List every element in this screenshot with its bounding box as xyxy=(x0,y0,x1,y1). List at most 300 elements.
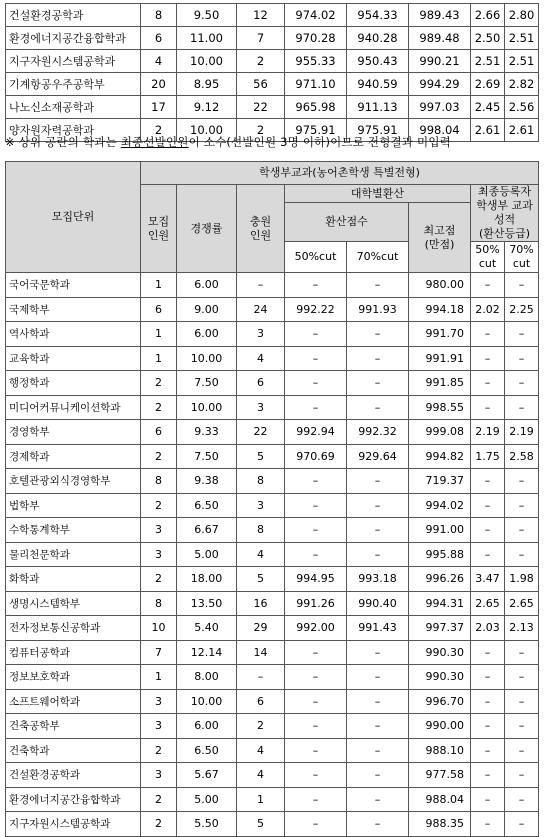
table-cell: – xyxy=(505,640,539,665)
unit-name-cell: 양자원자력공학과 xyxy=(6,119,141,142)
table-cell: 10 xyxy=(141,616,177,641)
table-row xyxy=(6,616,539,641)
table-cell: – xyxy=(505,714,539,739)
table-cell: 10.00 xyxy=(177,119,237,142)
unit-name-cell: 건축학과 xyxy=(6,738,141,763)
table-cell: 16 xyxy=(237,591,285,616)
table-row xyxy=(6,493,539,518)
table-cell: 9.50 xyxy=(177,4,237,27)
table-cell: 12 xyxy=(237,4,285,27)
table-cell: 3 xyxy=(141,518,177,543)
table-cell: – xyxy=(505,469,539,494)
table-cell: 3 xyxy=(141,763,177,788)
unit-name-cell: 역사학과 xyxy=(6,322,141,347)
unit-name-cell: 수학통계학부 xyxy=(6,518,141,543)
table-cell: 977.58 xyxy=(409,763,471,788)
unit-name-cell: 지구자원시스템공학과 xyxy=(6,50,141,73)
table-cell: 997.03 xyxy=(409,96,471,119)
table-cell: – xyxy=(285,395,347,420)
table-cell: 990.40 xyxy=(347,591,409,616)
table-cell: 993.18 xyxy=(347,567,409,592)
header-recruit: 모집 인원 xyxy=(141,185,177,273)
table-cell: – xyxy=(347,542,409,567)
table-row xyxy=(6,322,539,347)
table-cell: 970.28 xyxy=(285,27,347,50)
unit-name-cell: 소프트웨어학과 xyxy=(6,689,141,714)
table-cell: 5.00 xyxy=(177,542,237,567)
unit-name-cell: 건설환경공학과 xyxy=(6,763,141,788)
table-cell: – xyxy=(347,518,409,543)
table-cell: 6.67 xyxy=(177,518,237,543)
table-cell: – xyxy=(285,787,347,812)
table-cell: 990.21 xyxy=(409,50,471,73)
table-cell: 991.00 xyxy=(409,518,471,543)
table-cell: 1 xyxy=(141,273,177,298)
table-cell: 7.50 xyxy=(177,371,237,396)
unit-name-cell: 환경에너지공간융합학과 xyxy=(6,787,141,812)
table-cell: – xyxy=(471,322,505,347)
table-row xyxy=(6,27,539,50)
table-cell: 994.18 xyxy=(409,297,471,322)
table-cell: – xyxy=(505,787,539,812)
table-cell: 994.29 xyxy=(409,73,471,96)
table-cell: – xyxy=(505,812,539,837)
table-cell: 988.35 xyxy=(409,812,471,837)
header-extra: 충원 인원 xyxy=(237,185,285,273)
table-cell: – xyxy=(505,395,539,420)
table-cell: 2.61 xyxy=(471,119,505,142)
table-cell: 1 xyxy=(141,665,177,690)
table-cell: 2.51 xyxy=(505,27,539,50)
table-row xyxy=(6,469,539,494)
header-cut50: 50%cut xyxy=(285,242,347,273)
table-cell: 3 xyxy=(141,689,177,714)
table-cell: – xyxy=(285,493,347,518)
table-cell: 56 xyxy=(237,73,285,96)
unit-name-cell: 교육학과 xyxy=(6,346,141,371)
table-cell: 1.75 xyxy=(471,444,505,469)
table-cell: 8 xyxy=(237,518,285,543)
table-cell: 988.04 xyxy=(409,787,471,812)
table-cell: 4 xyxy=(141,50,177,73)
table-cell: 5.50 xyxy=(177,812,237,837)
table-cell: 18.00 xyxy=(177,567,237,592)
unit-name-cell: 정보보호학과 xyxy=(6,665,141,690)
table-cell: – xyxy=(347,812,409,837)
table-cell: 994.02 xyxy=(409,493,471,518)
table-row xyxy=(6,371,539,396)
unit-name-cell: 화학과 xyxy=(6,567,141,592)
table-cell: 5.00 xyxy=(177,787,237,812)
table-row xyxy=(6,542,539,567)
footnote: ※ 상위 공란의 학과는 최종선발인원이 소수(선발인원 3명 이하)이므로 전형결과 미입력 xyxy=(5,135,451,149)
table-cell: 994.82 xyxy=(409,444,471,469)
table-cell: – xyxy=(347,665,409,690)
table-cell: 990.30 xyxy=(409,665,471,690)
table-cell: 2.65 xyxy=(505,591,539,616)
table-cell: 1 xyxy=(141,346,177,371)
table-cell: – xyxy=(505,689,539,714)
table-row xyxy=(6,591,539,616)
table-cell: 2.65 xyxy=(471,591,505,616)
table-cell: 2.19 xyxy=(471,420,505,445)
table-cell: – xyxy=(347,371,409,396)
table-cell: 6 xyxy=(141,27,177,50)
table-cell: 4 xyxy=(237,738,285,763)
unit-name-cell: 호텔관광외식경영학부 xyxy=(6,469,141,494)
table-cell: 12.14 xyxy=(177,640,237,665)
table-cell: – xyxy=(505,665,539,690)
table-cell: – xyxy=(471,395,505,420)
table-cell: 9.38 xyxy=(177,469,237,494)
table-cell: 8.95 xyxy=(177,73,237,96)
table-cell: – xyxy=(471,689,505,714)
table-cell: – xyxy=(471,812,505,837)
table-cell: 994.95 xyxy=(285,567,347,592)
table-cell: 2 xyxy=(141,395,177,420)
unit-name-cell: 환경에너지공간융합학과 xyxy=(6,27,141,50)
table-cell: 990.30 xyxy=(409,640,471,665)
table-cell: 2.19 xyxy=(505,420,539,445)
table-row xyxy=(6,4,539,27)
table-cell: – xyxy=(471,640,505,665)
unit-name-cell: 경제학과 xyxy=(6,444,141,469)
table-cell: – xyxy=(471,469,505,494)
unit-name-cell: 국제학부 xyxy=(6,297,141,322)
table-cell: 13.50 xyxy=(177,591,237,616)
table-cell: 7 xyxy=(141,640,177,665)
table-cell: – xyxy=(471,763,505,788)
table-cell: 975.91 xyxy=(347,119,409,142)
table-cell: 719.37 xyxy=(409,469,471,494)
table-cell: 999.08 xyxy=(409,420,471,445)
table-cell: – xyxy=(285,714,347,739)
table-cell: 2 xyxy=(141,119,177,142)
table-cell: – xyxy=(285,689,347,714)
table-cell: 971.10 xyxy=(285,73,347,96)
header-final-group: 최종등록자 학생부 교과성적 (환산등급) xyxy=(471,185,539,242)
unit-name-cell: 컴퓨터공학과 xyxy=(6,640,141,665)
table-cell: 965.98 xyxy=(285,96,347,119)
table-cell: – xyxy=(347,763,409,788)
table-cell: 2.03 xyxy=(471,616,505,641)
table-cell: 5 xyxy=(237,812,285,837)
table-cell: – xyxy=(285,542,347,567)
table-cell: 2.80 xyxy=(505,4,539,27)
unit-name-cell: 기계항공우주공학부 xyxy=(6,73,141,96)
unit-name-cell: 경영학부 xyxy=(6,420,141,445)
table-row xyxy=(6,420,539,445)
table-row xyxy=(6,73,539,96)
table-cell: 990.00 xyxy=(409,714,471,739)
footnote-emphasis: 최종선발인원 xyxy=(120,135,189,149)
table-cell: 8 xyxy=(237,469,285,494)
table-cell: – xyxy=(347,493,409,518)
table-cell: – xyxy=(471,714,505,739)
table-cell: 10.00 xyxy=(177,395,237,420)
table-cell: 955.33 xyxy=(285,50,347,73)
table-cell: – xyxy=(471,346,505,371)
table-cell: 2 xyxy=(141,812,177,837)
table-cell: 2.69 xyxy=(471,73,505,96)
table-row xyxy=(6,395,539,420)
table-cell: – xyxy=(285,640,347,665)
table-cell: 8 xyxy=(141,469,177,494)
table-cell: 998.55 xyxy=(409,395,471,420)
table-row xyxy=(6,640,539,665)
table-cell: – xyxy=(347,322,409,347)
table-cell: – xyxy=(285,469,347,494)
header-competition: 경쟁률 xyxy=(177,185,237,273)
table-cell: – xyxy=(505,273,539,298)
table-cell: 940.59 xyxy=(347,73,409,96)
header-group: 학생부교과(농어촌학생 특별전형) xyxy=(141,162,539,185)
table-cell: 4 xyxy=(237,542,285,567)
header-final70: 70% cut xyxy=(505,242,539,273)
table-cell: 17 xyxy=(141,96,177,119)
table-cell: 2.51 xyxy=(505,50,539,73)
unit-name-cell: 생명시스템학부 xyxy=(6,591,141,616)
table-cell: 2.25 xyxy=(505,297,539,322)
table-cell: 10.00 xyxy=(177,689,237,714)
table-cell: 929.64 xyxy=(347,444,409,469)
table-cell: – xyxy=(237,665,285,690)
table-cell: 2.66 xyxy=(471,4,505,27)
table-row xyxy=(6,763,539,788)
table-cell: – xyxy=(285,322,347,347)
table-row xyxy=(6,50,539,73)
top-results-table xyxy=(5,3,539,142)
table-row xyxy=(6,444,539,469)
table-cell: 2 xyxy=(141,371,177,396)
table-cell: – xyxy=(505,518,539,543)
table-cell: 3 xyxy=(237,322,285,347)
table-cell: 991.85 xyxy=(409,371,471,396)
table-cell: – xyxy=(285,738,347,763)
table-cell: 3.47 xyxy=(471,567,505,592)
table-cell: – xyxy=(505,738,539,763)
table-cell: 24 xyxy=(237,297,285,322)
unit-name-cell: 물리천문학과 xyxy=(6,542,141,567)
table-cell: 22 xyxy=(237,420,285,445)
table-cell: 6.50 xyxy=(177,493,237,518)
table-cell: 911.13 xyxy=(347,96,409,119)
table-cell: 9.00 xyxy=(177,297,237,322)
table-cell: 989.43 xyxy=(409,4,471,27)
unit-name-cell: 법학부 xyxy=(6,493,141,518)
table-cell: 4 xyxy=(237,763,285,788)
table-cell: 4 xyxy=(237,346,285,371)
table-row xyxy=(6,665,539,690)
table-cell: 2.02 xyxy=(471,297,505,322)
table-cell: 974.02 xyxy=(285,4,347,27)
table-cell: 9.33 xyxy=(177,420,237,445)
table-cell: 2 xyxy=(237,50,285,73)
header-cut70: 70%cut xyxy=(347,242,409,273)
table-cell: 998.04 xyxy=(409,119,471,142)
table-cell: 2.13 xyxy=(505,616,539,641)
table-row xyxy=(6,567,539,592)
table-cell: 10.00 xyxy=(177,50,237,73)
table-cell: – xyxy=(471,738,505,763)
table-cell: 992.22 xyxy=(285,297,347,322)
table-cell: – xyxy=(505,542,539,567)
header-converted-group: 대학별환산 xyxy=(285,185,471,203)
table-row xyxy=(6,273,539,298)
table-cell: 2.61 xyxy=(505,119,539,142)
table-cell: – xyxy=(285,763,347,788)
table-row xyxy=(6,787,539,812)
table-cell: 994.31 xyxy=(409,591,471,616)
table-cell: 6.00 xyxy=(177,322,237,347)
table-cell: 11.00 xyxy=(177,27,237,50)
table-cell: 6.00 xyxy=(177,273,237,298)
table-cell: 991.70 xyxy=(409,322,471,347)
unit-name-cell: 미디어커뮤니케이션학과 xyxy=(6,395,141,420)
table-row xyxy=(6,714,539,739)
unit-name-cell: 나노신소재공학과 xyxy=(6,96,141,119)
table-cell: 6.50 xyxy=(177,738,237,763)
table-cell: – xyxy=(471,665,505,690)
table-cell: 2.82 xyxy=(505,73,539,96)
table-row xyxy=(6,689,539,714)
table-cell: – xyxy=(471,518,505,543)
table-cell: 2.58 xyxy=(505,444,539,469)
table-cell: 7.50 xyxy=(177,444,237,469)
header-final50: 50% cut xyxy=(471,242,505,273)
table-cell: – xyxy=(285,346,347,371)
table-cell: 2 xyxy=(141,567,177,592)
table-cell: 954.33 xyxy=(347,4,409,27)
table-cell: 997.37 xyxy=(409,616,471,641)
table-cell: – xyxy=(285,665,347,690)
table-cell: 980.00 xyxy=(409,273,471,298)
table-cell: 975.91 xyxy=(285,119,347,142)
table-cell: 2.56 xyxy=(505,96,539,119)
table-cell: 5 xyxy=(237,444,285,469)
table-cell: – xyxy=(285,812,347,837)
unit-name-cell: 전자정보통신공학과 xyxy=(6,616,141,641)
table-cell: – xyxy=(505,493,539,518)
table-row xyxy=(6,96,539,119)
header-unit: 모집단위 xyxy=(6,162,141,273)
table-cell: – xyxy=(347,787,409,812)
table-cell: 950.43 xyxy=(347,50,409,73)
table-cell: – xyxy=(347,640,409,665)
header-highest: 최고점 (만점) xyxy=(409,203,471,273)
table-cell: 3 xyxy=(141,542,177,567)
table-cell: 992.32 xyxy=(347,420,409,445)
table-cell: 5.67 xyxy=(177,763,237,788)
table-row xyxy=(6,738,539,763)
unit-name-cell: 국어국문학과 xyxy=(6,273,141,298)
table-cell: 8.00 xyxy=(177,665,237,690)
table-cell: – xyxy=(285,518,347,543)
unit-name-cell: 건설환경공학과 xyxy=(6,4,141,27)
table-cell: 940.28 xyxy=(347,27,409,50)
table-cell: – xyxy=(505,763,539,788)
table-cell: 10.00 xyxy=(177,346,237,371)
table-cell: 991.91 xyxy=(409,346,471,371)
table-cell: 996.26 xyxy=(409,567,471,592)
table-cell: 991.26 xyxy=(285,591,347,616)
table-cell: 5 xyxy=(237,567,285,592)
table-cell: – xyxy=(471,493,505,518)
table-cell: – xyxy=(347,738,409,763)
table-cell: 992.00 xyxy=(285,616,347,641)
unit-name-cell: 지구자원시스템공학과 xyxy=(6,812,141,837)
table-cell: 3 xyxy=(141,714,177,739)
table-cell: – xyxy=(505,322,539,347)
table-cell: – xyxy=(471,542,505,567)
table-cell: 988.10 xyxy=(409,738,471,763)
table-cell: 8 xyxy=(141,4,177,27)
table-cell: 2.51 xyxy=(471,50,505,73)
table-cell: 2 xyxy=(237,119,285,142)
table-row xyxy=(6,812,539,837)
table-row xyxy=(6,346,539,371)
table-cell: 991.43 xyxy=(347,616,409,641)
table-cell: 970.69 xyxy=(285,444,347,469)
table-cell: 2.50 xyxy=(471,27,505,50)
table-cell: – xyxy=(347,395,409,420)
header-converted-score: 환산점수 xyxy=(285,203,409,242)
table-cell: – xyxy=(471,787,505,812)
table-cell: 5.40 xyxy=(177,616,237,641)
table-cell: 992.94 xyxy=(285,420,347,445)
admission-results-table xyxy=(5,161,539,837)
table-cell: 6 xyxy=(141,297,177,322)
table-row xyxy=(6,297,539,322)
table-cell: 20 xyxy=(141,73,177,96)
table-cell: 2 xyxy=(237,714,285,739)
table-cell: 6 xyxy=(237,689,285,714)
table-cell: 29 xyxy=(237,616,285,641)
table-cell: 6.00 xyxy=(177,714,237,739)
table-cell: 2 xyxy=(141,738,177,763)
unit-name-cell: 행정학과 xyxy=(6,371,141,396)
table-cell: – xyxy=(285,273,347,298)
table-cell: 3 xyxy=(237,395,285,420)
table-cell: – xyxy=(471,273,505,298)
table-cell: 6 xyxy=(141,420,177,445)
table-cell: 996.70 xyxy=(409,689,471,714)
table-cell: – xyxy=(237,273,285,298)
table-cell: – xyxy=(347,689,409,714)
table-cell: – xyxy=(505,371,539,396)
table-cell: 2.45 xyxy=(471,96,505,119)
table-cell: 2 xyxy=(141,444,177,469)
table-cell: – xyxy=(285,371,347,396)
table-cell: 7 xyxy=(237,27,285,50)
table-cell: – xyxy=(471,371,505,396)
table-cell: 14 xyxy=(237,640,285,665)
table-cell: 1 xyxy=(237,787,285,812)
table-cell: 2 xyxy=(141,787,177,812)
table-cell: 3 xyxy=(237,493,285,518)
table-cell: – xyxy=(347,346,409,371)
table-cell: 991.93 xyxy=(347,297,409,322)
table-cell: 1 xyxy=(141,322,177,347)
table-cell: 995.88 xyxy=(409,542,471,567)
table-cell: 1.98 xyxy=(505,567,539,592)
table-cell: 6 xyxy=(237,371,285,396)
table-cell: – xyxy=(347,273,409,298)
table-cell: 9.12 xyxy=(177,96,237,119)
table-cell: 22 xyxy=(237,96,285,119)
table-cell: 989.48 xyxy=(409,27,471,50)
table-cell: – xyxy=(505,346,539,371)
